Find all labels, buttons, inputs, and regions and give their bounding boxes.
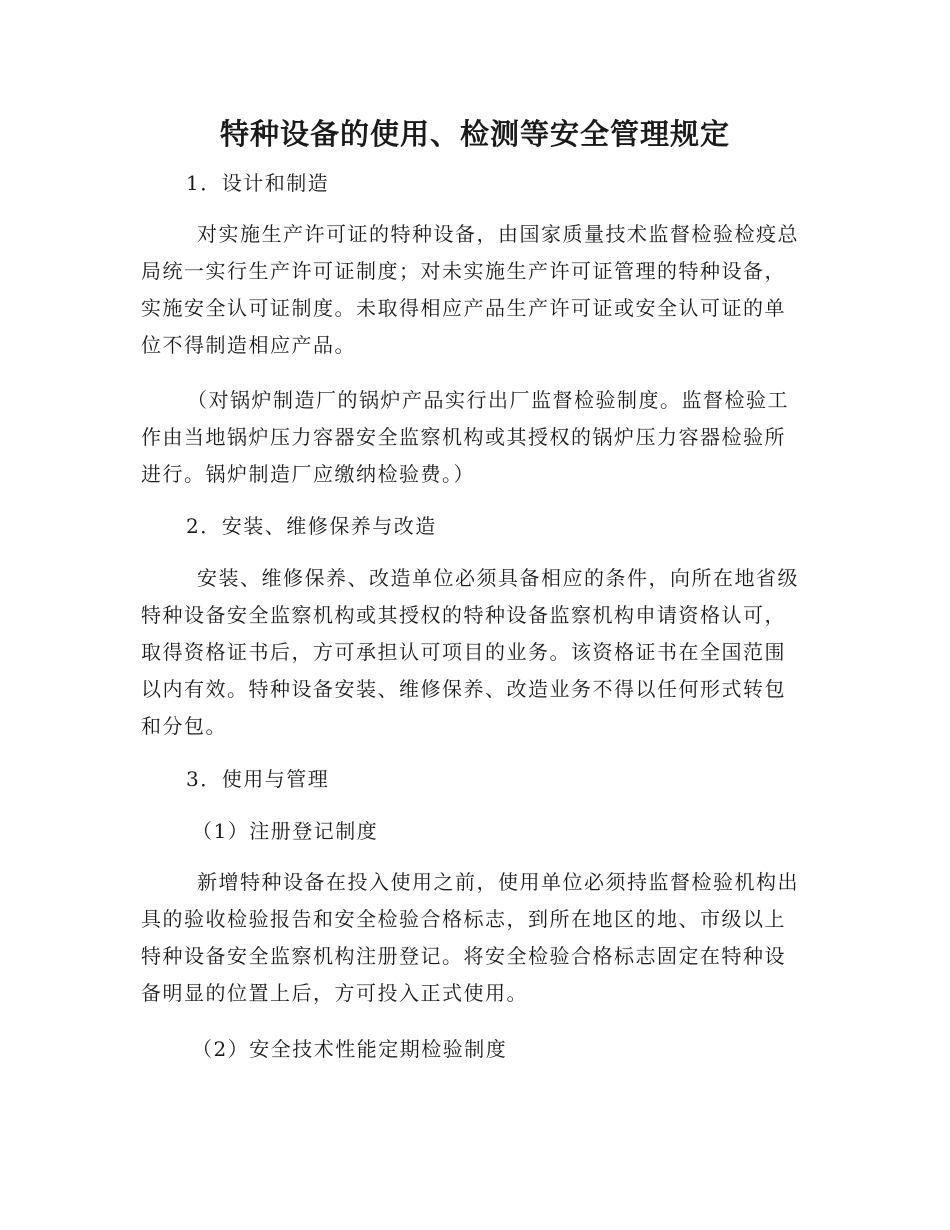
section-1-paragraph-2 [141,382,811,493]
section-3-heading: 3．使用与管理 [186,767,330,791]
paragraph-line: 新增特种设备在投入使用之前，使用单位必须持监督检验机构出 [197,870,799,894]
paragraph-line: 局统一实行生产许可证制度；对未实施生产许可证管理的特种设备， [141,259,786,283]
paragraph-line: 进行。锅炉制造厂应缴纳检验费。） [141,462,475,486]
paragraph-line: 具的验收检验报告和安全检验合格标志，到所在地区的地、市级以上 [141,907,786,931]
paragraph-line: 作由当地锅炉压力容器安全监察机构或其授权的锅炉压力容器检验所 [141,425,786,449]
paragraph-line: 特种设备安全监察机构注册登记。将安全检验合格标志固定在特种设 [141,944,786,968]
section-1-paragraph-1 [141,216,811,364]
paragraph-line: 实施安全认可证制度。未取得相应产品生产许可证或安全认可证的单 [141,296,786,320]
paragraph-line: 备明显的位置上后，方可投入正式使用。 [141,981,528,1005]
document-title: 特种设备的使用、检测等安全管理规定 [219,117,730,151]
paragraph-line: 安装、维修保养、改造单位必须具备相应的条件，向所在地省级 [197,566,799,590]
paragraph-line: （对锅炉制造厂的锅炉产品实行出厂监督检验制度。监督检验工 [187,388,789,412]
paragraph-line: 和分包。 [141,714,227,738]
paragraph-line: 对实施生产许可证的特种设备，由国家质量技术监督检验检疫总 [197,222,799,246]
section-3-sub-1-paragraph [141,864,811,1012]
section-3-sub-2-heading: （2）安全技术性能定期检验制度 [192,1037,508,1061]
paragraph-line: 以内有效。特种设备安装、维修保养、改造业务不得以任何形式转包 [141,677,786,701]
paragraph-line: 取得资格证书后，方可承担认可项目的业务。该资格证书在全国范围 [141,640,786,664]
paragraph-line: 特种设备安全监察机构或其授权的特种设备监察机构申请资格认可， [141,603,786,627]
section-2-paragraph-1 [141,560,811,745]
section-3-sub-1-heading: （1）注册登记制度 [192,819,379,843]
paragraph-line: 位不得制造相应产品。 [141,333,356,357]
section-1-heading: 1．设计和制造 [186,171,330,195]
section-2-heading: 2．安装、维修保养与改造 [186,514,437,538]
